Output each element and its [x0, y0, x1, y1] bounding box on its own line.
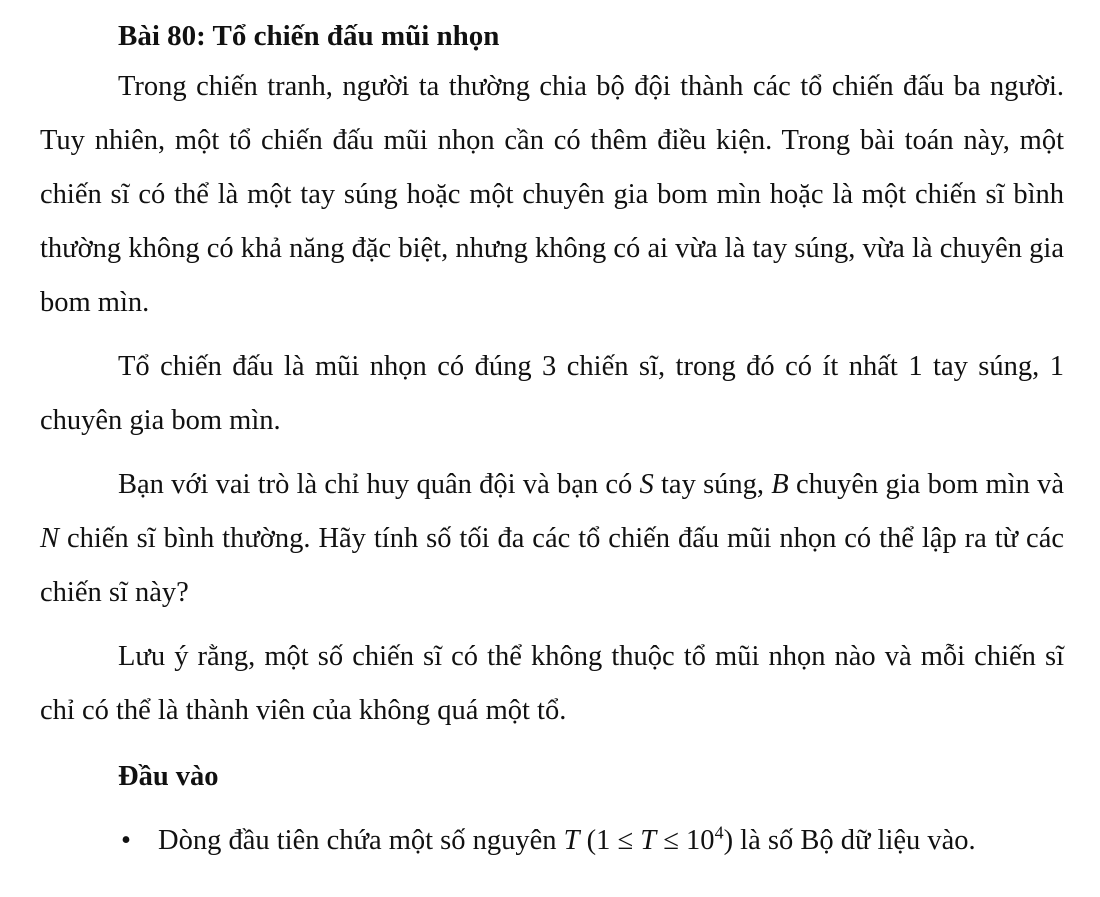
task-text-4: chiến sĩ bình thường. Hãy tính số tối đa các tổ chiến đấu mũi nhọn có thể lập ra từ các chiến sĩ này? — [40, 523, 1064, 608]
var-t-2: T — [640, 825, 657, 856]
var-b: B — [771, 469, 789, 500]
input-list — [40, 814, 1064, 868]
bullet-dot-icon: • — [121, 825, 131, 856]
task-text-2: tay súng, — [653, 469, 772, 500]
var-n: N — [40, 523, 60, 554]
problem-title: Bài 80: Tổ chiến đấu mũi nhọn — [118, 20, 500, 52]
input-bullet-item — [40, 814, 1064, 868]
var-s: S — [639, 469, 654, 500]
team-definition-paragraph: Tổ chiến đấu là mũi nhọn có đúng 3 chiến sĩ, trong đó có ít nhất 1 tay súng, 1 chuyên gia bom mìn. — [40, 351, 1064, 436]
bullet-text-4: ) là số Bộ dữ liệu vào. — [723, 825, 976, 856]
exponent: 4 — [714, 822, 724, 843]
bullet-text-3: ≤ 10 — [656, 825, 715, 856]
task-text-1: Bạn với vai trò là chỉ huy quân đội và bạn có — [118, 469, 640, 500]
task-paragraph — [40, 458, 1064, 620]
bullet-text-1: Dòng đầu tiên chứa một số nguyên — [158, 825, 564, 856]
document-page — [40, 14, 1064, 868]
input-heading: Đầu vào — [118, 761, 219, 792]
note-paragraph: Lưu ý rằng, một số chiến sĩ có thể không thuộc tổ mũi nhọn nào và mỗi chiến sĩ chỉ có thể là thành viên của không quá một tổ. — [40, 641, 1064, 726]
task-text-3: chuyên gia bom mìn và — [788, 469, 1064, 500]
intro-paragraph: Trong chiến tranh, người ta thường chia bộ đội thành các tổ chiến đấu ba người. Tuy nhiên, một tổ chiến đấu mũi nhọn cần có thêm điều kiện. Trong bài toán này, một chiến sĩ có thể là một tay súng hoặc một chuyên gia bom mìn hoặc là một chiến sĩ bình thường không có khả năng đặc biệt, nhưng không có ai vừa là tay súng, vừa là chuyên gia bom mìn. — [40, 71, 1064, 318]
bullet-text-2: (1 ≤ — [579, 825, 641, 856]
var-t: T — [563, 825, 580, 856]
